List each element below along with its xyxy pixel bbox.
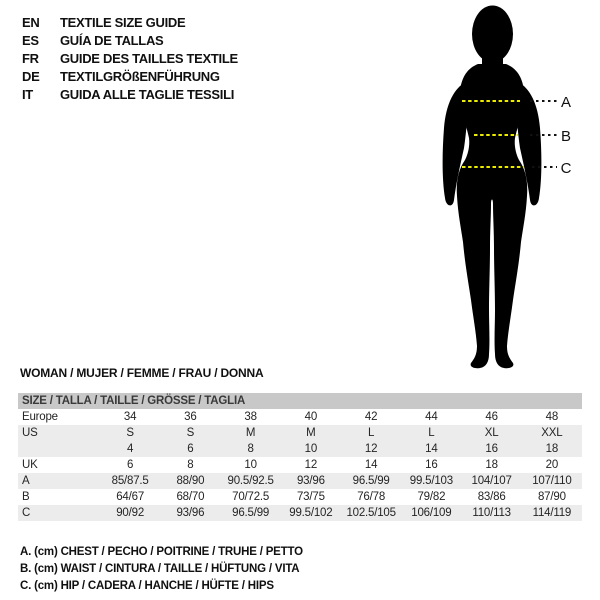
size-cell: 40 [304,411,318,423]
size-cell: 6 [127,459,134,471]
language-title-row [22,67,238,85]
marker-label-b: B [560,128,572,145]
size-cell: 36 [184,411,197,423]
legend-line: C. (cm) HIP / CADERA / HANCHE / HÜFTE / HIPS [20,580,274,592]
size-cell: 42 [364,411,378,423]
language-code: DE [22,68,40,84]
size-cell: 79/82 [417,491,446,503]
language-title-text: GUÍA DE TALLAS [60,32,164,48]
row-label: US [22,427,38,439]
row-label: UK [22,459,38,471]
row-label: C [22,507,31,519]
legend-line: A. (cm) CHEST / PECHO / POITRINE / TRUHE / PETTO [20,546,303,558]
size-cell: 14 [364,459,378,471]
size-cell: L [428,427,435,439]
size-cell: 110/113 [472,507,511,519]
figure-area [420,0,600,372]
size-cell: 96.5/99 [352,475,390,487]
woman-silhouette [443,6,542,369]
size-cell: 114/119 [532,507,572,519]
size-cell: 12 [364,443,378,455]
table-row [18,425,582,441]
size-cell: S [126,427,134,439]
size-cell: 90.5/92.5 [227,475,274,487]
language-title-row [22,31,238,49]
size-cell: 102.5/105 [346,507,396,519]
size-cell: 46 [485,411,498,423]
size-cell: 83/86 [477,491,506,503]
size-cell: L [368,427,375,439]
size-cell: S [186,427,195,439]
table-row [18,473,582,489]
row-label: Europe [22,411,58,423]
size-cell: 76/78 [357,491,386,503]
size-cell: 8 [187,459,194,471]
table-row [18,441,582,457]
gender-heading: WOMAN / MUJER / FEMME / FRAU / DONNA [20,366,264,380]
row-label: B [22,491,30,503]
size-cell: 34 [123,411,137,423]
language-title-text: GUIDA ALLE TAGLIE TESSILI [60,86,235,102]
size-table-header: SIZE / TALLA / TAILLE / GRÖSSE / TAGLIA [18,393,582,409]
size-cell: 38 [244,411,257,423]
table-row [18,457,582,473]
row-label: A [22,475,30,487]
size-cell: 96.5/99 [232,507,270,519]
size-cell: 85/87.5 [111,475,149,487]
size-cell: 70/72.5 [232,491,270,503]
measurement-legend [20,544,303,595]
size-cell: 99.5/103 [409,475,453,487]
size-cell: 4 [127,443,134,455]
size-cell: 106/109 [411,507,452,519]
size-cell: 16 [485,443,498,455]
language-title-list [22,13,238,103]
language-code: EN [22,14,40,30]
size-cell: 68/70 [176,491,205,503]
language-title-row [22,85,238,103]
size-cell: 8 [247,443,254,455]
language-title-row [22,49,238,67]
language-code: FR [22,50,39,66]
language-title-text: TEXTILGRÖßENFÜHRUNG [60,68,220,84]
size-cell: XXL [541,427,563,439]
table-row [18,489,582,505]
size-cell: 64/67 [116,491,145,503]
marker-label-a: A [560,94,572,111]
size-cell: 93/96 [176,507,205,519]
size-cell: 18 [485,459,498,471]
size-cell: 88/90 [176,475,205,487]
legend-line: B. (cm) WAIST / CINTURA / TAILLE / HÜFTUNG / VITA [20,563,300,575]
size-cell: 107/110 [532,475,572,487]
size-table-body [18,409,582,521]
row-label [18,441,100,457]
woman-silhouette-figure [420,0,600,372]
size-cell: 93/96 [296,475,325,487]
size-cell: XL [484,427,499,439]
size-cell: 48 [545,411,559,423]
marker-label-c: C [560,160,572,177]
language-title-row [22,13,238,31]
language-code: ES [22,32,39,48]
size-cell: 99.5/102 [289,507,333,519]
size-cell: M [306,427,316,439]
silhouette-torso-legs [457,64,527,368]
size-cell: 12 [304,459,318,471]
language-code: IT [22,86,33,102]
size-cell: 6 [187,443,194,455]
size-cell: 16 [425,459,438,471]
language-title-text: TEXTILE SIZE GUIDE [60,14,186,30]
size-cell: 10 [304,443,318,455]
size-cell: 10 [244,459,257,471]
size-cell: 44 [425,411,438,423]
size-cell: 18 [545,443,559,455]
size-cell: 14 [425,443,438,455]
size-cell: 90/92 [116,507,145,519]
table-row [18,505,582,521]
table-row [18,409,582,425]
size-cell: 20 [545,459,559,471]
size-cell: 104/107 [471,475,512,487]
size-cell: M [245,427,256,439]
language-title-text: GUIDE DES TAILLES TEXTILE [60,50,238,66]
size-table [18,393,582,521]
size-cell: 87/90 [537,491,566,503]
size-cell: 73/75 [296,491,325,503]
